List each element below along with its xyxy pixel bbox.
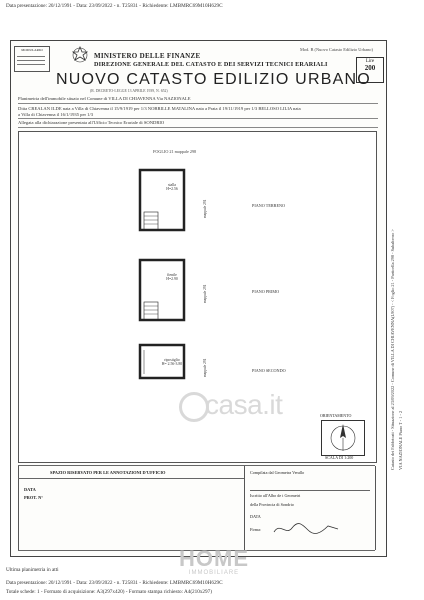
mappale-side-label: mappale 291 bbox=[203, 284, 207, 303]
orientation-label: ORIENTAMENTO bbox=[320, 413, 352, 418]
field-underline bbox=[18, 103, 378, 104]
side-situation-text: Catasto dei Fabbricati - Situazione al 23/09/2022 - Comune di VILLA DI CHIAVENNA(L907) - < Foglio 21 - Particella 298 - Subalterno > bbox=[390, 229, 395, 470]
room-name: ripostiglio bbox=[164, 358, 180, 362]
ditta-field-continued: a Villa di Chiavenna il 16/1/1935 per 1/3 bbox=[18, 112, 94, 117]
compilata-label: Compilata dal Geometra Verallo bbox=[250, 470, 305, 475]
annotation-prot-label: PROT. N° bbox=[24, 495, 43, 500]
decree-note: (R. DECRETO-LEGGE 13 APRILE 1939, N. 652) bbox=[90, 89, 168, 93]
logo-small-text: IMMOBILIARE bbox=[188, 570, 240, 576]
stamp-line bbox=[17, 64, 45, 65]
annotation-data-label: DATA bbox=[24, 487, 36, 492]
field-underline bbox=[18, 127, 378, 128]
stamp-box bbox=[14, 46, 50, 72]
annotation-top-border bbox=[18, 465, 375, 466]
lire-label: Lire bbox=[365, 59, 375, 64]
north-arrow-icon bbox=[321, 420, 365, 456]
iscritto-label: Iscritto all'Albo de i Geometri bbox=[250, 493, 301, 498]
firma-label: Firma: bbox=[250, 527, 262, 532]
mappale-side-label: mappale 291 bbox=[203, 199, 207, 218]
mappale-side-label: mappale 291 bbox=[203, 358, 207, 377]
floor-label-second: PIANO SECONDO bbox=[252, 368, 286, 373]
direction-title: DIREZIONE GENERALE DEL CATASTO E DEI SERVIZI TECNICI ERARIALI bbox=[94, 61, 328, 68]
foglio-label: FOGLIO 21 mappale 298 bbox=[153, 149, 197, 154]
annotation-data2-label: DATA bbox=[250, 514, 261, 519]
allegata-field: Allegata alla dichiarazione presentata all'Ufficio Tecnico Erariale di SONDRIO bbox=[18, 120, 165, 125]
room-height: H=2.56 bbox=[166, 187, 178, 191]
room-label-first bbox=[150, 273, 194, 281]
stamp-line bbox=[17, 56, 45, 57]
room-label-ground bbox=[150, 183, 194, 191]
signature-scribble bbox=[272, 520, 342, 538]
logo-big-text: HOME bbox=[179, 546, 249, 571]
room-height: H=2.90 bbox=[166, 277, 178, 281]
floor-label-ground: PIANO TERRENO bbox=[252, 203, 286, 208]
room-name: fienile bbox=[167, 273, 177, 277]
provincia-label: della Provincia di Sondrio bbox=[250, 502, 294, 507]
ministry-title: MINISTERO DELLE FINANZE bbox=[94, 52, 201, 60]
annotation-border bbox=[375, 466, 376, 550]
stamp-label: MODULARIO bbox=[21, 48, 43, 52]
home-immobiliare-logo bbox=[174, 548, 254, 576]
annotation-box-title: SPAZIO RISERVATO PER LE ANNOTAZIONI D'UFFICIO bbox=[50, 470, 166, 475]
ultima-planimetria: Ultima planimetria in atti bbox=[6, 567, 59, 573]
floor-plans-drawing bbox=[130, 160, 200, 380]
model-tag: Mod. B (Nuovo Catasto Edilizio Urbano) bbox=[300, 47, 373, 52]
ditta-field: Ditta CREALAN ILDE nata a Villa di Chiavenna il 15/9/1919 per 1/3 NOBRILLE MATALINA nata a Prata il 19/11/1919 per 1/3 BELLOSO LILIA nata bbox=[18, 106, 301, 111]
header-info-line: Data presentazione: 20/12/1991 - Data: 23/09/2022 - n. T25831 - Richiedente: LMBMRC69M10H629C bbox=[6, 3, 223, 9]
annotation-title-line bbox=[18, 478, 244, 479]
room-name: stalla bbox=[167, 183, 176, 187]
scale-label: SCALA DI 1:200 bbox=[325, 455, 354, 460]
bottom-info-line: Data presentazione: 20/12/1991 - Data: 23/09/2022 - n. T25831 - Richiedente: LMBMRC69M10H629C bbox=[6, 580, 223, 586]
room-height: H= 2.56-3.80 bbox=[161, 362, 183, 366]
field-underline bbox=[18, 118, 378, 119]
watermark-text: casa.it bbox=[205, 389, 283, 420]
bottom-format-line: Totale schede: 1 - Formato di acquisizione: A3(297x420) - Formato stampa richiesto: A4(210x297) bbox=[6, 589, 212, 595]
lire-value: 200 bbox=[364, 64, 376, 72]
republic-emblem-icon bbox=[72, 46, 88, 64]
field-underline bbox=[250, 490, 370, 491]
room-label-second bbox=[148, 358, 196, 366]
planimetria-field: Planimetria dell'immobile situato nel Comune di VILLA DI CHIAVENNA Via NAZIONALE bbox=[18, 96, 191, 101]
document-title: NUOVO CATASTO EDILIZIO URBANO bbox=[56, 71, 371, 88]
annotation-divider bbox=[244, 466, 245, 550]
stamp-line bbox=[17, 60, 45, 61]
floor-label-first: PIANO PRIMO bbox=[252, 289, 280, 294]
side-address-text: VIA NAZIONALE Piano T - 1 - 2 bbox=[398, 410, 403, 470]
